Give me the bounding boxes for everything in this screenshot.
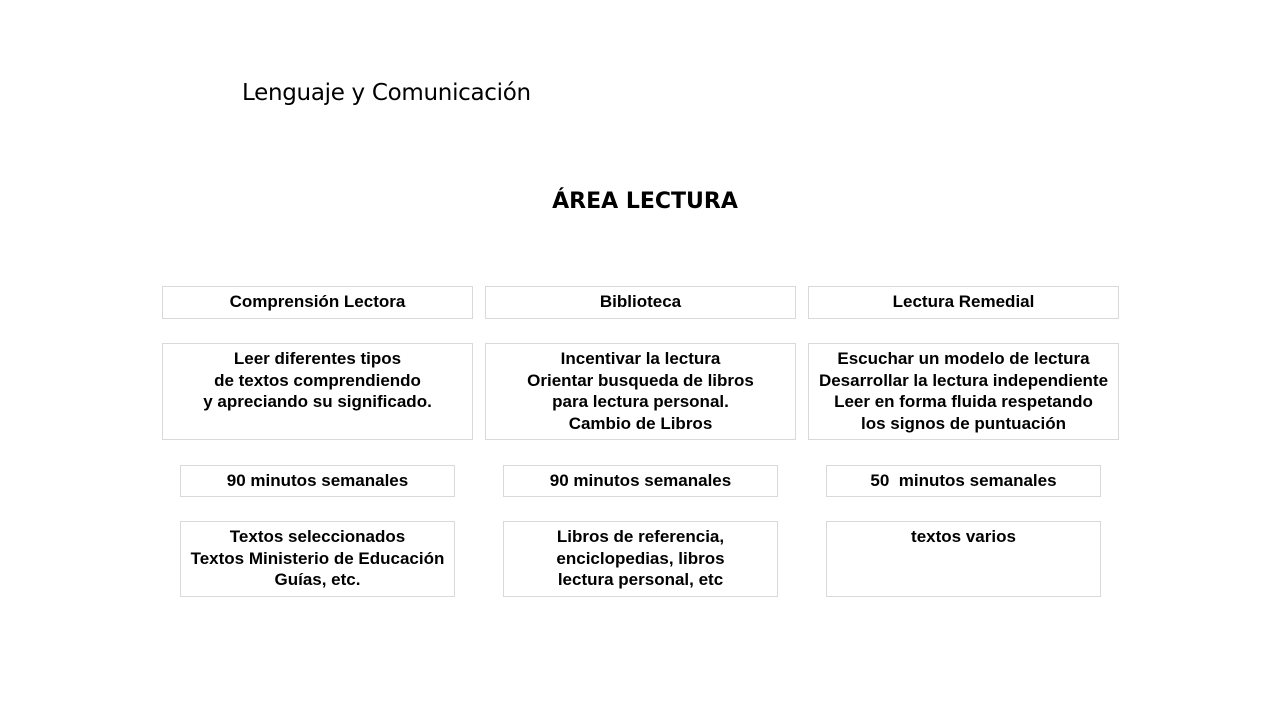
resource-line: Textos seleccionados	[229, 527, 406, 546]
resource-line: Libros de referencia,	[556, 527, 725, 546]
header-label: Biblioteca	[599, 292, 682, 311]
objective-line: los signos de puntuación	[861, 413, 1066, 433]
header-comprension-lectora	[162, 286, 473, 319]
time-label: 90 minutos semanales	[549, 471, 732, 490]
objectives-biblioteca	[485, 343, 796, 440]
resource-line: textos varios	[911, 527, 1016, 546]
objective-line: Desarrollar la lectura independiente	[818, 370, 1109, 390]
objective-line: Cambio de Libros	[568, 413, 713, 433]
subject-title: Lenguaje y Comunicación	[242, 80, 531, 106]
header-lectura-remedial	[808, 286, 1119, 319]
objective-line: Leer en forma fluida respetando	[834, 392, 1093, 411]
time-biblioteca	[503, 465, 778, 497]
objective-line: Leer diferentes tipos	[233, 349, 402, 368]
area-title: ÁREA LECTURA	[552, 189, 738, 214]
objective-line: Escuchar un modelo de lectura	[837, 349, 1090, 368]
time-label: 90 minutos semanales	[226, 471, 409, 490]
objective-line: para lectura personal.	[552, 392, 729, 411]
resources-biblioteca	[503, 521, 778, 597]
header-biblioteca	[485, 286, 796, 319]
time-lectura-remedial	[826, 465, 1101, 497]
objectives-comprension-lectora	[162, 343, 473, 440]
header-label: Lectura Remedial	[892, 292, 1035, 311]
time-label: 50 minutos semanales	[870, 471, 1057, 490]
header-label: Comprensión Lectora	[229, 292, 406, 311]
objective-line: de textos comprendiendo	[214, 370, 421, 390]
objectives-lectura-remedial	[808, 343, 1119, 440]
resource-line: enciclopedias, libros	[556, 548, 725, 568]
objective-line: Orientar busqueda de libros	[527, 370, 754, 390]
resource-line: Guías, etc.	[274, 570, 361, 589]
resources-lectura-remedial	[826, 521, 1101, 597]
resource-line: lectura personal, etc	[557, 570, 724, 589]
objective-line: y apreciando su significado.	[203, 392, 432, 411]
objective-line: Incentivar la lectura	[560, 349, 721, 368]
time-comprension-lectora	[180, 465, 455, 497]
resources-comprension-lectora	[180, 521, 455, 597]
resource-line: Textos Ministerio de Educación	[190, 548, 445, 568]
